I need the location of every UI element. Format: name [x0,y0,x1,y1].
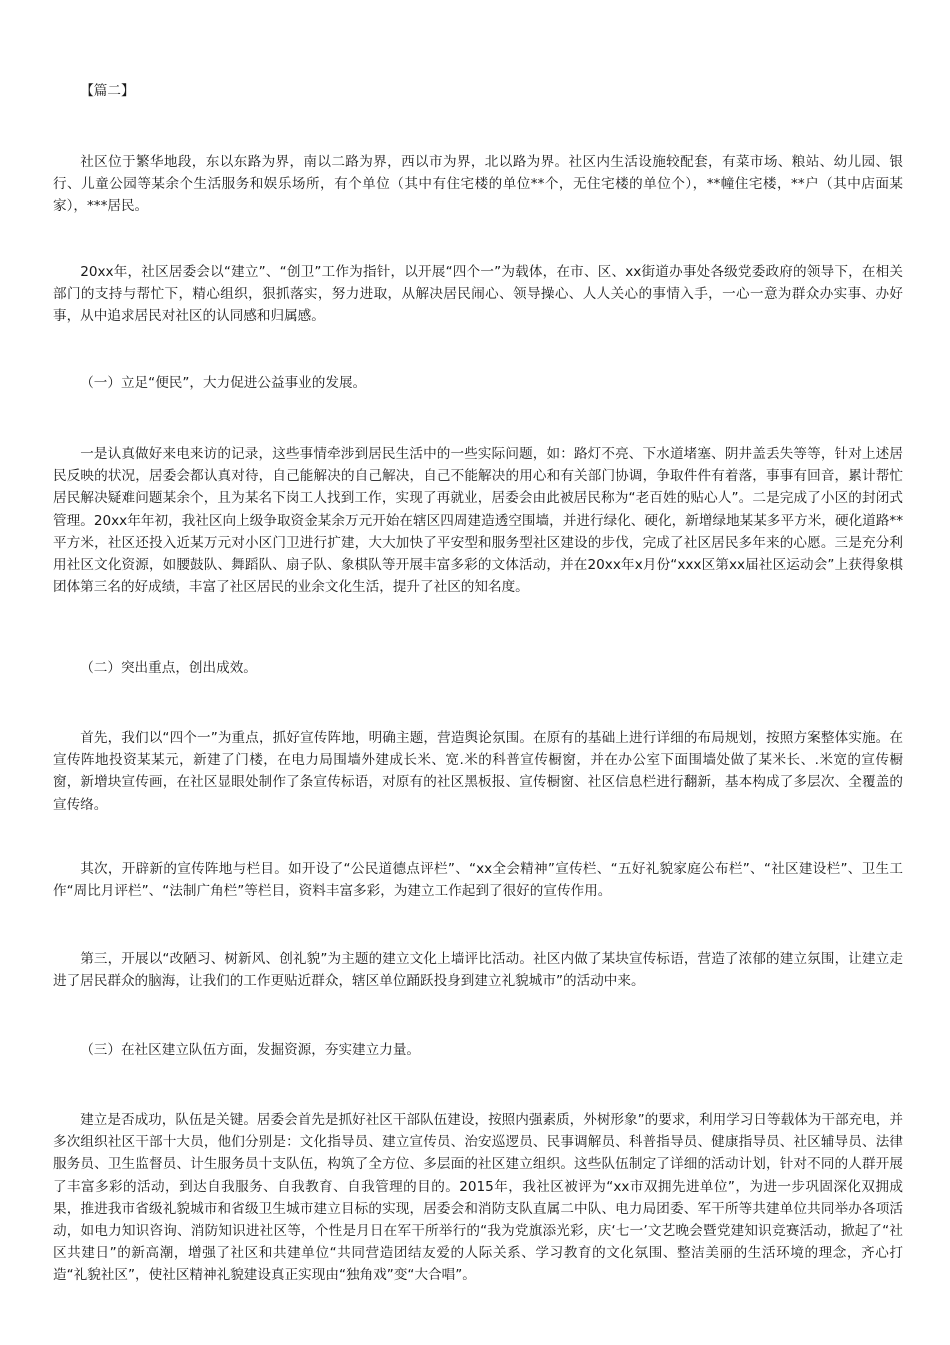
paragraph-convenience-details: 一是认真做好来电来访的记录，这些事情牵涉到居民生活中的一些实际问题，如：路灯不亮、下水道堵塞、阴井盖丢失等等，针对上述居民反映的状况，居委会都认真对待，自己能解决的自己解决，自己不能解决的用心和有关部门协调，争取件件有着落，事事有回音，累计帮忙居民解决疑难问题某余个，且为某名下岗工人找到工作，实现了再就业，居委会由此被居民称为“老百姓的贴心人”。二是完成了小区的封闭式管理。20xx年年初，我社区向上级争取资金某余万元开始在辖区四周建造透空围墙，并进行绿化、硬化，新增绿地某某多平方米，硬化道路**平方米，社区还投入近某万元对小区门卫进行扩建，大大加快了平安型和服务型社区建设的步伐，完成了社区居民多年来的心愿。三是充分利用社区文化资源，如腰鼓队、舞蹈队、扇子队、象棋队等开展丰富多彩的文体活动，并在20xx年x月份“xxx区第xx届社区运动会”上获得象棋团体第三名的好成绩，丰富了社区居民的业余文化生活，提升了社区的知名度。 [53,446,903,596]
subheading-convenience: （一）立足“便民”，大力促进公益事业的发展。 [80,375,367,391]
subheading-team-building: （三）在社区建立队伍方面，发掘资源，夯实建立力量。 [80,1042,421,1058]
paragraph-team-building: 建立是否成功，队伍是关键。居委会首先是抓好社区干部队伍建设，按照内强素质，外树形象”的要求，利用学习日等载体为干部充电，并多次组织社区干部十大员，他们分别是：文化指导员、建立宣传员、治安巡逻员、民事调解员、科普指导员、健康指导员、社区辅导员、法律服务员、卫生监督员、计生服务员十支队伍，构筑了全方位、多层面的社区建立组织。这些队伍制定了详细的活动计划，针对不同的人群开展了丰富多彩的活动，到达自我服务、自我教育、自我管理的目的。2015年，我社区被评为“xx市双拥先进单位”，为进一步巩固深化双拥成果，推进我市省级礼貌城市和省级卫生城市建立目标的实现，居委会和消防支队直属二中队、电力局团委、军干所等共建单位共同举办各项活动，如电力知识咨询、消防知识进社区等，个性是月日在军干所举行的“我为党旗添光彩，庆‘七一’文艺晚会暨党建知识竞赛活动，掀起了“社区共建日”的新高潮，增强了社区和共建单位“共同营造团结友爱的人际关系、学习教育的文化氛围、整洁美丽的生活环境的理念，齐心打造“礼貌社区”，使社区精神礼貌建设真正实现由“独角戏”变“大合唱”。 [53,1112,903,1284]
paragraph-publicity-first: 首先，我们以“四个一”为重点，抓好宣传阵地，明确主题，营造舆论氛围。在原有的基础上进行详细的布局规划，按照方案整体实施。在宣传阵地投资某某元，新建了门楼，在电力局围墙外建成长米、宽.米的科普宣传橱窗，并在办公室下面围墙处做了某米长、.米宽的宣传橱窗，新增块宣传画，在社区显眼处制作了条宣传标语，对原有的社区黑板报、宣传橱窗、社区信息栏进行翻新，基本构成了多层次、全覆盖的宣传络。 [53,730,903,813]
subheading-focus: （二）突出重点，创出成效。 [80,660,257,676]
section-label: 【篇二】 [80,83,135,99]
paragraph-community-overview: 社区位于繁华地段，东以东路为界，南以二路为界，西以市为界，北以路为界。社区内生活设施较配套，有菜市场、粮站、幼儿园、银行、儿童公园等某余个生活服务和娱乐场所，有个单位（其中有住宅楼的单位**个，无住宅楼的单位个），**幢住宅楼，**户（其中店面某家），***居民。 [53,154,903,215]
paragraph-publicity-third: 第三，开展以“改陋习、树新风、创礼貌”为主题的建立文化上墙评比活动。社区内做了某块宣传标语，营造了浓郁的建立氛围，让建立走进了居民群众的脑海，让我们的工作更贴近群众，辖区单位踊跃投身到建立礼貌城市”的活动中来。 [53,951,903,990]
paragraph-annual-summary: 20xx年，社区居委会以“建立”、“创卫”工作为指针，以开展“四个一”为载体，在市、区、xx街道办事处各级党委政府的领导下，在相关部门的支持与帮忙下，精心组织，狠抓落实，努力进取，从解决居民闹心、领导操心、人人关心的事情入手，一心一意为群众办实事、办好事，从中追求居民对社区的认同感和归属感。 [53,264,903,325]
paragraph-publicity-second: 其次，开辟新的宣传阵地与栏目。如开设了“公民道德点评栏”、“xx全会精神”宣传栏、“五好礼貌家庭公布栏”、“社区建设栏”、卫生工作“周比月评栏”、“法制广角栏”等栏目，资料丰富多彩，为建立工作起到了很好的宣传作用。 [53,861,903,900]
